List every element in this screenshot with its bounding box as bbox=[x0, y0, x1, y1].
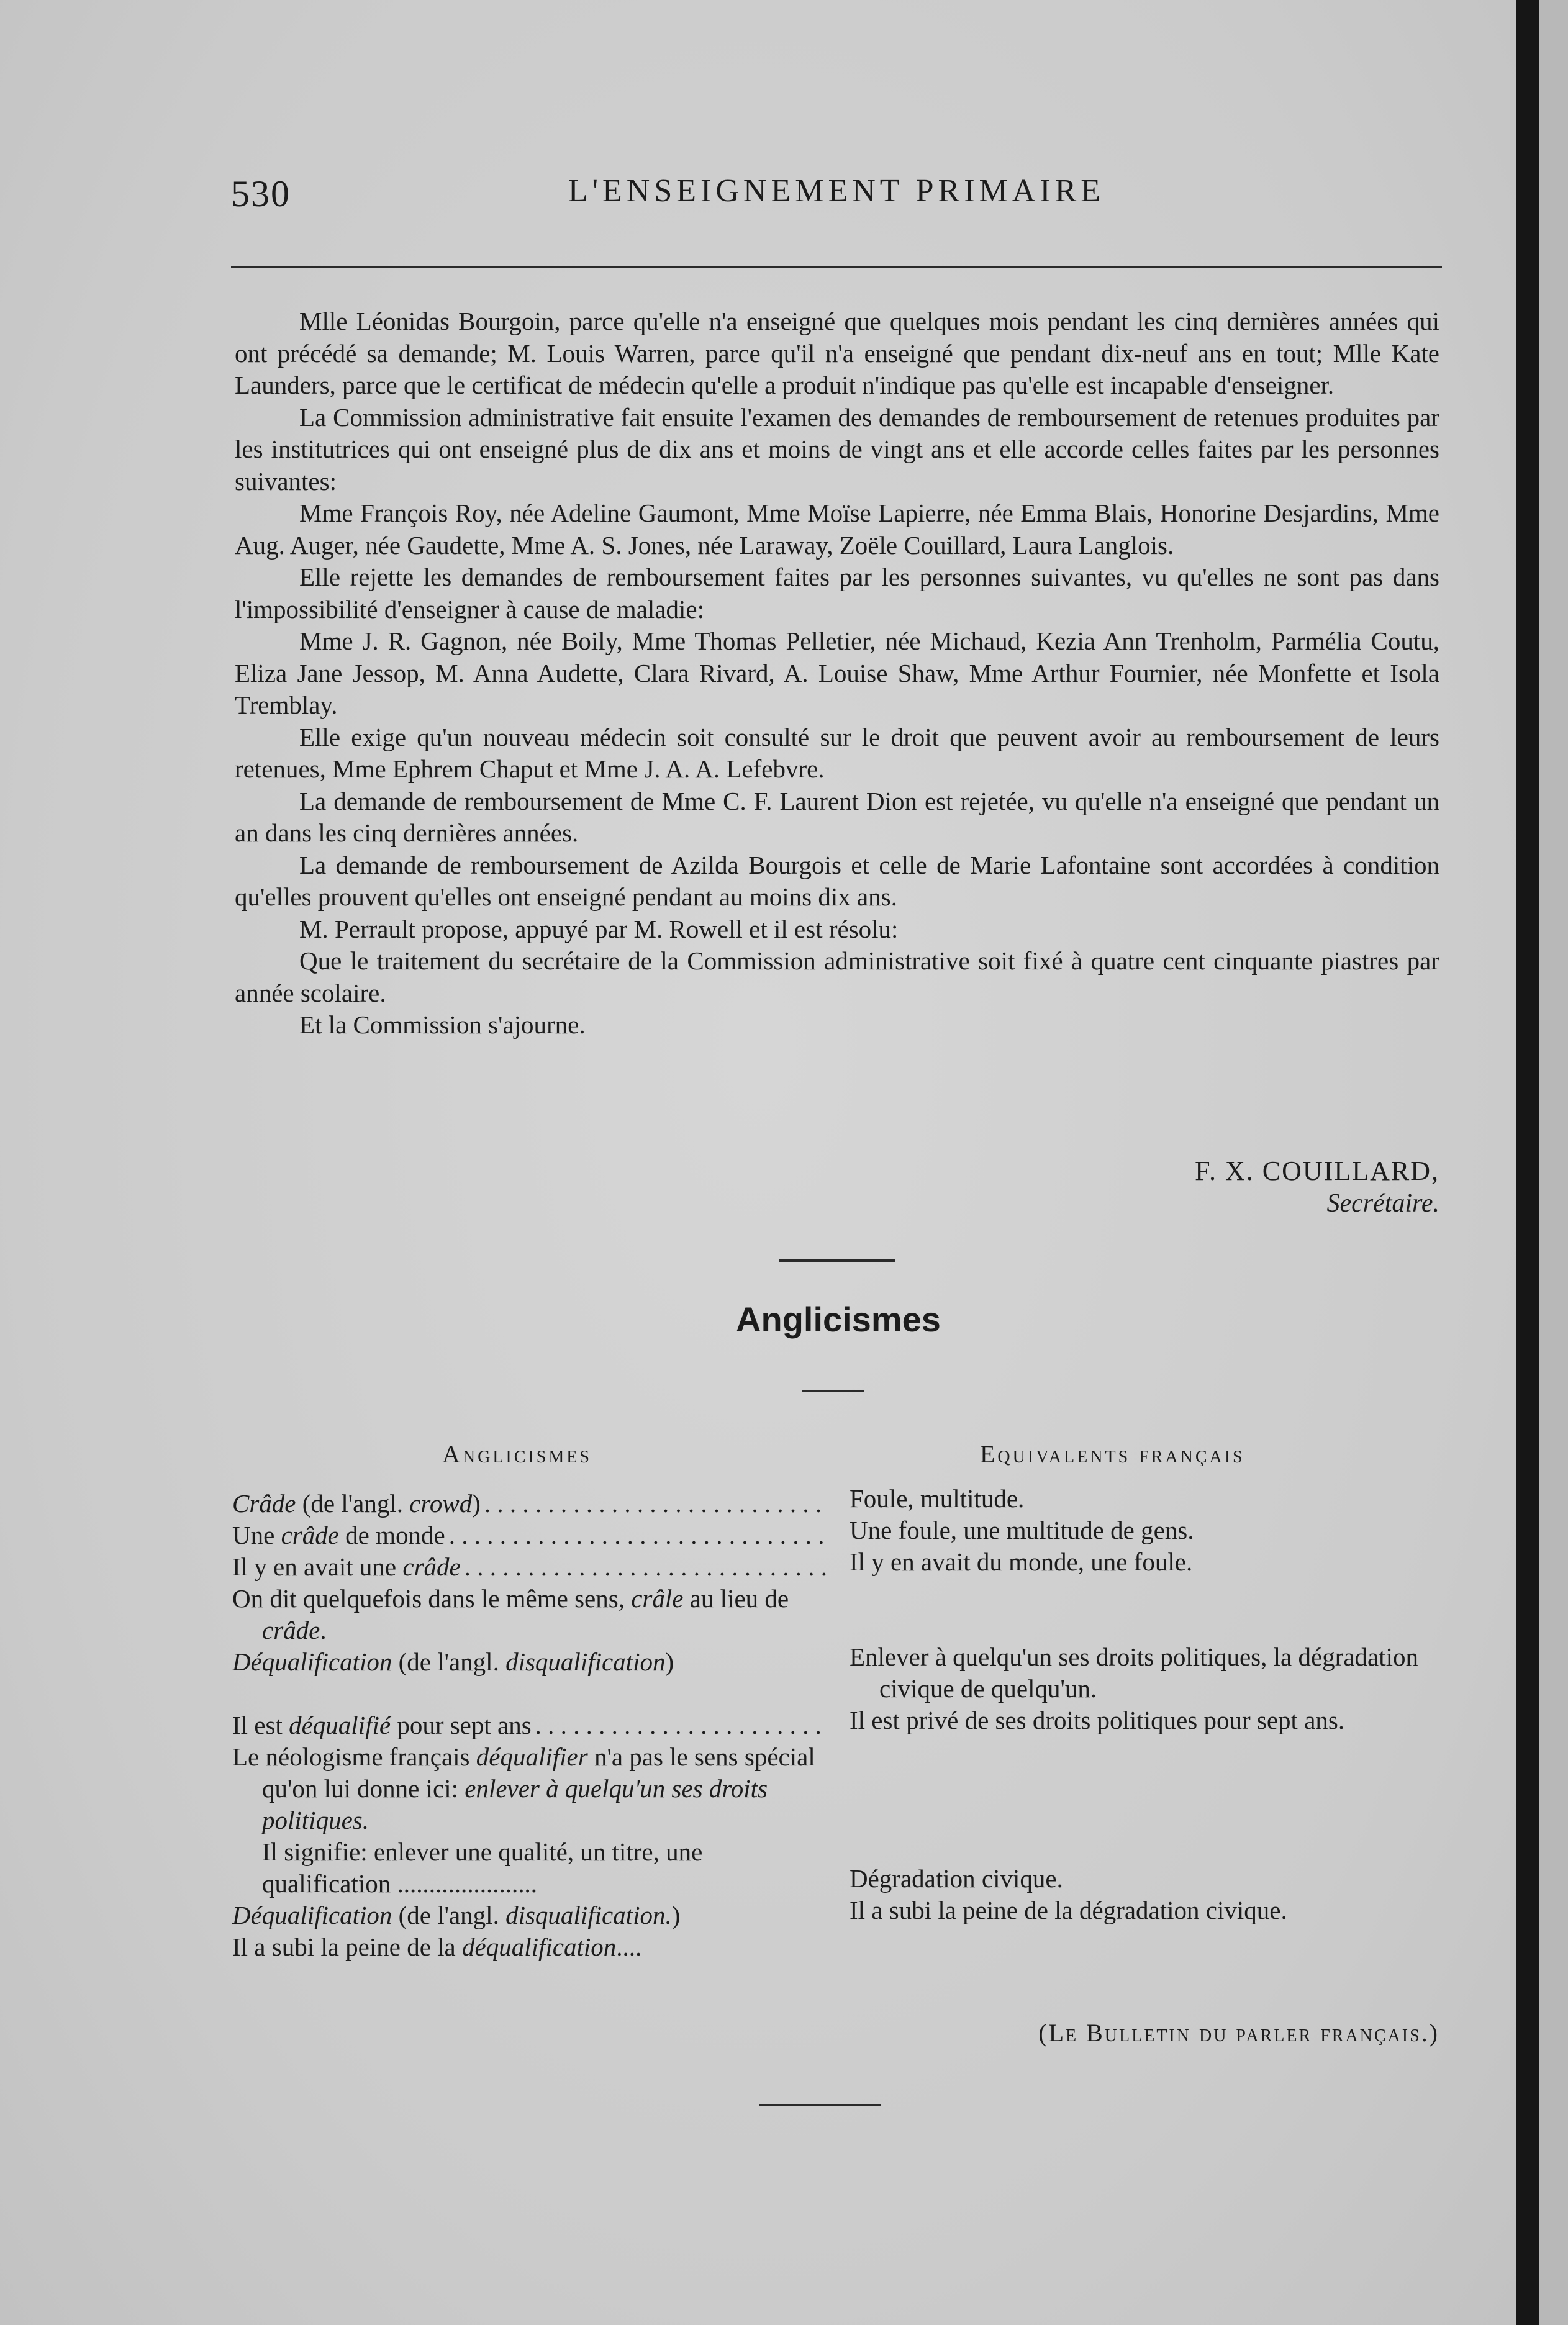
paragraph: Mlle Léonidas Bourgoin, parce qu'elle n'a enseigné que quelques mois pendant les cinq dernières années qui ont précédé sa demande; M. Louis Warren, parce qu'il n'a enseigné que pendant dix-neuf ans en tout; Mlle Kate Launders, parce que le certificat de médecin qu'elle a produit n'indique pas qu'elle est incapable d'enseigner. bbox=[235, 307, 1439, 399]
term: déqualification bbox=[462, 1933, 617, 1961]
term: déqualifié bbox=[289, 1711, 391, 1739]
term: Déqualification bbox=[232, 1647, 392, 1676]
spacer bbox=[850, 1768, 1443, 1800]
note-text: de monde bbox=[338, 1521, 445, 1549]
paragraph: Mme J. R. Gagnon, née Boily, Mme Thomas Pelletier, née Michaud, Kezia Ann Trenholm, Parmélia Coutu, Eliza Jane Jessop, M. Anna Audette, Clara Rivard, A. Louise Shaw, Mme Arthur Fournier, née Monfette et Isola Tremblay. bbox=[235, 627, 1439, 719]
term: crâde bbox=[262, 1616, 320, 1644]
equivalent: Il est privé de ses droits politiques pour sept ans. bbox=[850, 1706, 1345, 1734]
leader-dots bbox=[465, 1551, 826, 1583]
paragraph: La demande de remboursement de Azilda Bourgois et celle de Marie Lafontaine sont accordées à condition qu'elles prouvent qu'elles ont enseigné pendant au moins dix ans. bbox=[235, 850, 1439, 911]
note-text: au lieu de bbox=[683, 1584, 789, 1613]
anglicisms-column bbox=[232, 1488, 826, 1963]
paragraph: La demande de remboursement de Mme C. F. Laurent Dion est rejetée, vu qu'elle n'a enseigné que pendant un an dans les cinq dernières années. bbox=[235, 786, 1439, 847]
signature-name: F. X. COUILLARD, bbox=[1195, 1156, 1439, 1186]
paragraph: Mme François Roy, née Adeline Gaumont, Mme Moïse Lapierre, née Emma Blais, Honorine Desjardins, Mme Aug. Auger, née Gaudette, Mme A. S. Jones, née Laraway, Zoële Couillard, Laura Langlois. bbox=[235, 499, 1439, 560]
book-spine bbox=[1516, 0, 1539, 2325]
leader-dots bbox=[535, 1710, 826, 1741]
term: Crâde bbox=[232, 1489, 296, 1518]
note-text: pour sept ans bbox=[391, 1711, 532, 1739]
equivalent: Foule, multitude. bbox=[850, 1484, 1025, 1513]
list-item bbox=[232, 1646, 826, 1678]
title-divider bbox=[802, 1390, 864, 1392]
list-item bbox=[232, 1900, 826, 1931]
paragraph: Et la Commission s'ajourne. bbox=[299, 1010, 586, 1039]
signature-block bbox=[807, 1155, 1439, 1220]
leader-dots bbox=[449, 1520, 826, 1551]
minutes-text bbox=[235, 306, 1439, 1041]
term: crâde bbox=[402, 1552, 461, 1581]
left-column-header: Anglicismes bbox=[442, 1440, 592, 1468]
list-item bbox=[232, 1520, 826, 1551]
list-item bbox=[232, 1931, 826, 1963]
paragraph: La Commission administrative fait ensuite l'examen des demandes de remboursement de retenues produites par les institutrices qui ont enseigné plus de dix ans et moins de vingt ans et elle accorde celles faites par les personnes suivantes: bbox=[235, 402, 1439, 496]
note-text: ) bbox=[472, 1489, 481, 1518]
header-rule bbox=[231, 266, 1442, 268]
term: crâde bbox=[281, 1521, 339, 1549]
page-number: 530 bbox=[231, 173, 291, 214]
paragraph: Elle exige qu'un nouveau médecin soit consulté sur le droit que peuvent avoir au remboursement de leurs retenues, Mme Ephrem Chaput et Mme J. A. A. Lefebvre. bbox=[235, 722, 1439, 783]
term: crowd bbox=[409, 1489, 473, 1518]
note-text: (de l'angl. bbox=[296, 1489, 410, 1518]
note-text: Une bbox=[232, 1521, 281, 1549]
note-text: Il y en avait une bbox=[232, 1552, 403, 1581]
note-text: (de l'angl. bbox=[392, 1901, 506, 1929]
spacer bbox=[850, 1578, 1443, 1610]
note-text: On dit quelquefois dans le même sens, bbox=[232, 1584, 632, 1613]
note-text: Il est bbox=[232, 1711, 289, 1739]
running-head: L'ENSEIGNEMENT PRIMAIRE bbox=[568, 173, 1105, 209]
end-rule bbox=[759, 2104, 881, 2106]
paragraph: M. Perrault propose, appuyé par M. Rowell et il est résolu: bbox=[299, 914, 899, 943]
list-item bbox=[232, 1741, 826, 1836]
term: enlever à quelqu'un ses droits politiques. bbox=[262, 1774, 768, 1834]
equivalents-column bbox=[850, 1483, 1443, 1926]
note-text: Il a subi la peine de la bbox=[232, 1933, 463, 1961]
list-item: On dit quelquefois dans le même sens, crâle au lieu de crâde. bbox=[232, 1584, 789, 1644]
leader-dots bbox=[484, 1488, 826, 1520]
term: crâle bbox=[631, 1584, 684, 1613]
spacer bbox=[850, 1610, 1443, 1641]
term: déqualifier bbox=[476, 1743, 588, 1771]
page-header bbox=[231, 173, 1442, 229]
paragraph: Elle rejette les demandes de remboursement faites par les personnes suivantes, vu qu'elles ne sont pas dans l'impossibilité d'enseigner à cause de maladie: bbox=[235, 563, 1439, 623]
note-text: n'a pas le sens spécial qu'on lui donne ici: bbox=[262, 1743, 815, 1803]
paragraph: Que le traitement du secrétaire de la Commission administrative soit fixé à quatre cent cinquante piastres par année scolaire. bbox=[235, 946, 1439, 1007]
source-citation: (Le Bulletin du parler français.) bbox=[1038, 2019, 1439, 2047]
right-column-header: Equivalents français bbox=[980, 1440, 1245, 1468]
list-item: Il signifie: enlever une qualité, un titre, une qualification ...................... bbox=[262, 1838, 703, 1898]
term: Déqualification bbox=[232, 1901, 392, 1929]
equivalent: Il a subi la peine de la dégradation civique. bbox=[850, 1896, 1287, 1924]
spacer bbox=[232, 1678, 826, 1710]
note-text: Le néologisme français bbox=[232, 1743, 476, 1771]
note-text: ) bbox=[665, 1647, 674, 1676]
equivalent: Enlever à quelqu'un ses droits politiques, la dégradation civique de quelqu'un. bbox=[850, 1643, 1418, 1703]
equivalent: Il y en avait du monde, une foule. bbox=[850, 1548, 1193, 1576]
term: disqualification bbox=[505, 1647, 666, 1676]
section-title: Anglicismes bbox=[736, 1300, 941, 1339]
term: disqualification. bbox=[505, 1901, 672, 1929]
list-item bbox=[232, 1551, 826, 1583]
note-text: (de l'angl. bbox=[392, 1647, 506, 1676]
spacer bbox=[850, 1736, 1443, 1768]
spacer bbox=[850, 1800, 1443, 1831]
signature-role: Secrétaire. bbox=[1326, 1189, 1439, 1218]
equivalent: Dégradation civique. bbox=[850, 1864, 1063, 1893]
adjacent-page-edge bbox=[1539, 0, 1568, 2325]
spacer bbox=[850, 1831, 1443, 1863]
section-divider bbox=[779, 1259, 895, 1262]
note-text: Il signifie: enlever une qualité, un titre, une qualification bbox=[262, 1838, 703, 1898]
list-item bbox=[232, 1488, 826, 1520]
equivalent: Une foule, une multitude de gens. bbox=[850, 1516, 1194, 1544]
note-text: ) bbox=[671, 1901, 681, 1929]
note-text: .... bbox=[616, 1933, 642, 1961]
list-item bbox=[232, 1710, 826, 1741]
